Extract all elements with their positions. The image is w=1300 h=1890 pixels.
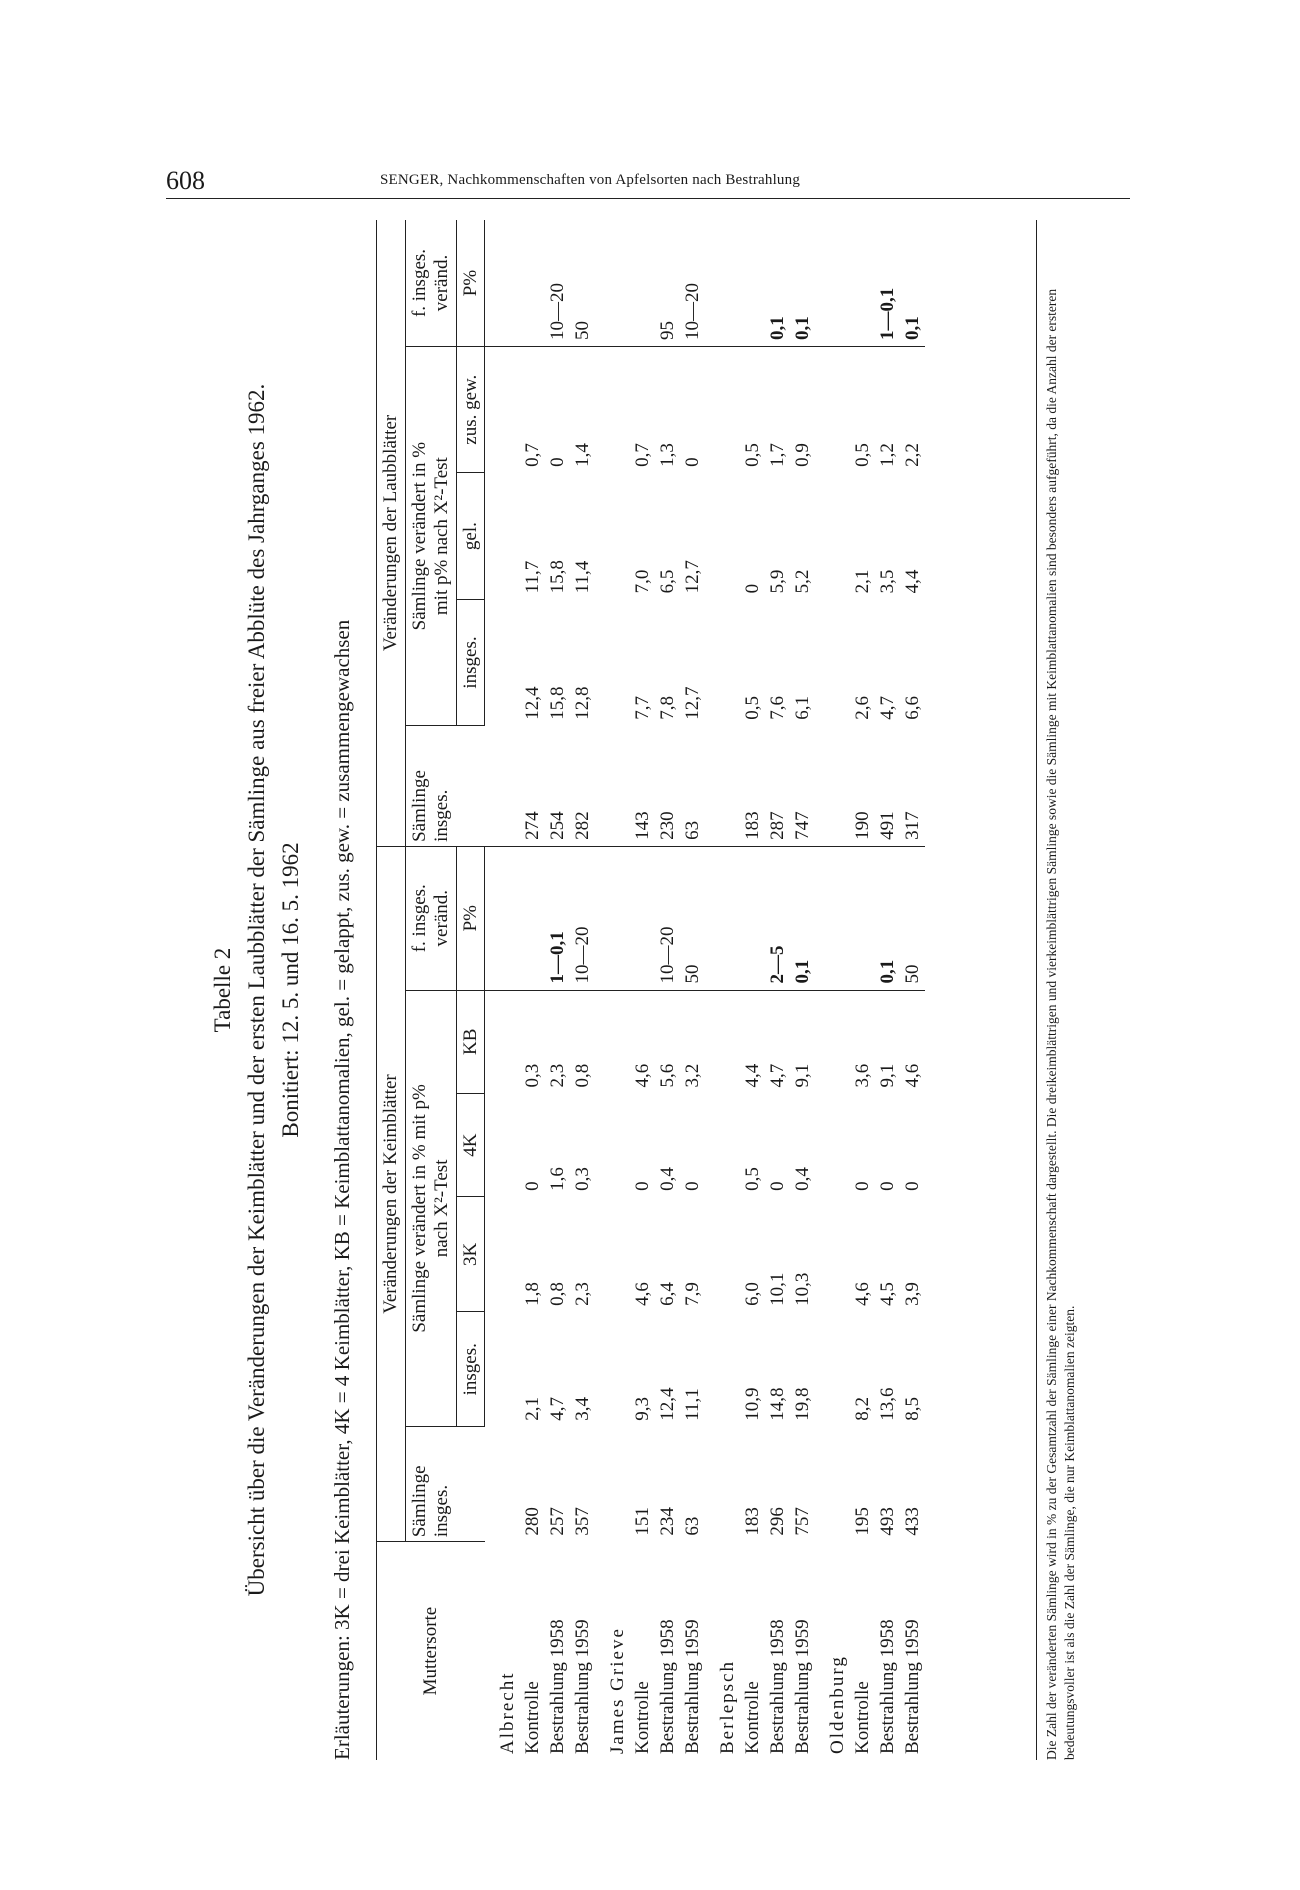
cell-k-3k: 1,8 <box>522 1282 544 1306</box>
table-row <box>790 220 815 1760</box>
cell-l-zus: 1,7 <box>767 443 789 467</box>
cell-k-ins: 3,4 <box>572 1396 594 1421</box>
cell-l-ins: 7,8 <box>657 695 679 720</box>
rotated-table-area <box>180 220 1100 1760</box>
cell-k-ins: 12,4 <box>657 1387 679 1421</box>
group-row-cell <box>485 599 521 725</box>
group-row-cell <box>815 220 850 347</box>
cell-l-n: 143 <box>630 726 655 847</box>
cell-k-n: 296 <box>767 1507 789 1536</box>
cell-k-kb: 4,4 <box>742 1063 764 1088</box>
cell-l-p <box>630 220 655 347</box>
cell-k-kb: 9,1 <box>877 1063 899 1088</box>
table-caption-title: Tabelle 2 <box>210 947 235 1033</box>
group-row-cell <box>595 1427 630 1542</box>
group-row-cell <box>485 1427 521 1542</box>
group-row-cell <box>705 599 740 725</box>
group-row-cell <box>595 220 630 347</box>
cell-k-p: 1—0,1 <box>545 846 570 990</box>
cell-k-ins: 8,2 <box>852 1396 874 1421</box>
cell-l-gel: 0 <box>742 583 764 594</box>
cell-l-n: 274 <box>520 726 545 847</box>
cell-l-p <box>520 220 545 347</box>
cell-l-n: 747 <box>790 726 815 847</box>
cell-k-kb: 4,7 <box>767 1063 789 1088</box>
table-legend: Erläuterungen: 3K = drei Keimblätter, 4K = 4 Keimblätter, KB = Keimblattanomalien, gel. = gelappt, zus. gew. = zusammengewachsen <box>330 619 354 1760</box>
cell-k-n: 195 <box>852 1507 874 1536</box>
cell-l-p: 50 <box>570 220 595 347</box>
cell-k-kb: 0,8 <box>572 1063 594 1088</box>
cell-l-gel: 3,5 <box>877 569 899 594</box>
row-label: Bestrahlung 1958 <box>657 1619 679 1754</box>
header-keim-p-percent: P% <box>456 846 485 990</box>
cell-k-n: 234 <box>657 1507 679 1536</box>
group-row-cell <box>815 347 850 473</box>
cell-k-kb: 5,6 <box>657 1063 679 1088</box>
cell-l-ins: 4,7 <box>877 695 899 720</box>
group-row-cell <box>705 1427 740 1542</box>
cell-l-zus: 0,7 <box>522 443 544 467</box>
group-row-cell <box>705 990 740 1093</box>
cell-l-ins: 6,1 <box>792 695 814 720</box>
cell-l-gel: 15,8 <box>547 560 569 594</box>
group-name: Oldenburg <box>827 1655 849 1754</box>
cell-k-kb: 4,6 <box>902 1063 924 1088</box>
cell-l-p <box>740 220 765 347</box>
cell-k-4k: 1,6 <box>547 1167 569 1191</box>
cell-l-ins: 7,7 <box>632 695 654 720</box>
cell-k-n: 151 <box>632 1507 654 1536</box>
group-row-cell <box>705 726 740 847</box>
cell-l-n: 230 <box>655 726 680 847</box>
table-row <box>765 220 790 1760</box>
group-row-cell <box>485 1093 521 1196</box>
header-laub-f-insges-line1: f. insges. <box>408 248 430 318</box>
group-row-cell <box>595 726 630 847</box>
header-keimblaetter-group: Veränderungen der Keimblätter <box>377 846 406 1541</box>
cell-k-4k: 0,3 <box>572 1167 594 1191</box>
cell-l-ins: 6,6 <box>902 695 924 720</box>
group-row-cell <box>595 846 630 990</box>
cell-k-p <box>520 846 545 990</box>
cell-k-kb: 9,1 <box>792 1063 814 1088</box>
cell-k-3k: 10,3 <box>792 1272 814 1306</box>
group-row-cell <box>815 473 850 599</box>
cell-k-p: 2—5 <box>765 846 790 990</box>
group-row-cell <box>705 473 740 599</box>
cell-k-kb: 2,3 <box>547 1063 569 1088</box>
cell-k-ins: 10,9 <box>742 1387 764 1421</box>
group-row-cell <box>595 1312 630 1427</box>
group-row-cell <box>815 1427 850 1542</box>
table-row <box>740 220 765 1760</box>
group-row <box>815 220 850 1760</box>
cell-k-ins: 9,3 <box>632 1396 654 1421</box>
group-row-cell <box>705 347 740 473</box>
group-row <box>485 220 521 1760</box>
cell-l-gel: 4,4 <box>902 569 924 594</box>
cell-l-zus: 2,2 <box>902 443 924 467</box>
table-row <box>570 220 595 1760</box>
cell-k-n: 183 <box>742 1507 764 1536</box>
cell-k-p: 10—20 <box>655 846 680 990</box>
cell-k-kb: 4,6 <box>632 1063 654 1088</box>
cell-l-ins: 15,8 <box>547 686 569 720</box>
table-footnote: Die Zahl der veränderten Sämlinge wird in % zu der Gesamtzahl der Sämlinge einer Nachkommenschaft dargestellt. Die dreikeimblättrigen und vierkeimblättrigen Sämlinge sowie die Sämlinge mit Keimblattanomalien sind besonders aufgeführt, da die Anzahl der ersteren bedeutungsvoller ist als die Zahl der Sämlinge, die nur Keimblattanomalien zeigten. <box>1036 220 1079 1760</box>
header-laub-veraendert <box>405 347 456 726</box>
table-row <box>850 220 875 1760</box>
cell-l-p: 0,1 <box>765 220 790 347</box>
group-row-cell <box>485 990 521 1093</box>
table-row <box>630 220 655 1760</box>
cell-k-3k: 7,9 <box>682 1282 704 1306</box>
header-kb: KB <box>456 990 485 1093</box>
cell-k-p: 50 <box>680 846 705 990</box>
cell-k-3k: 3,9 <box>902 1282 924 1306</box>
cell-k-ins: 13,6 <box>877 1387 899 1421</box>
cell-k-ins: 8,5 <box>902 1396 924 1421</box>
cell-k-ins: 11,1 <box>682 1388 704 1421</box>
group-row-cell <box>705 846 740 990</box>
group-row-cell <box>815 990 850 1093</box>
group-row-cell <box>595 599 630 725</box>
cell-k-4k: 0,4 <box>792 1167 814 1191</box>
cell-k-p <box>630 846 655 990</box>
row-label: Kontrolle <box>522 1681 544 1754</box>
cell-k-3k: 4,6 <box>852 1282 874 1306</box>
page-number: 608 <box>166 166 205 195</box>
table-caption-date: Bonitiert: 12. 5. und 16. 5. 1962 <box>278 842 303 1138</box>
cell-k-n: 757 <box>792 1507 814 1536</box>
group-row-cell <box>485 1197 521 1312</box>
table-body <box>485 220 926 1760</box>
cell-k-n: 257 <box>547 1507 569 1536</box>
group-row-cell <box>815 1093 850 1196</box>
table-row <box>680 220 705 1760</box>
header-laub-f-insges <box>405 220 456 347</box>
header-muttersorte: Muttersorte <box>377 1542 485 1760</box>
header-keim-veraendert <box>405 990 456 1427</box>
cell-l-n: 317 <box>900 726 925 847</box>
cell-l-n: 183 <box>740 726 765 847</box>
cell-l-n: 287 <box>765 726 790 847</box>
header-laub-saemlinge-insges <box>405 726 485 847</box>
header-keim-veraendert-line2: nach X²-Test <box>430 1159 452 1258</box>
cell-l-gel: 12,7 <box>682 560 704 594</box>
cell-k-4k: 0 <box>522 1181 544 1191</box>
cell-k-3k: 4,5 <box>877 1282 899 1306</box>
group-row-cell <box>595 347 630 473</box>
cell-k-p: 0,1 <box>875 846 900 990</box>
cell-k-3k: 4,6 <box>632 1282 654 1306</box>
cell-l-ins: 12,7 <box>682 686 704 720</box>
cell-l-gel: 5,2 <box>792 569 814 594</box>
cell-k-kb: 3,2 <box>682 1063 704 1088</box>
table-row <box>545 220 570 1760</box>
cell-k-ins: 2,1 <box>522 1396 544 1421</box>
table-row <box>900 220 925 1760</box>
header-keim-f-insges <box>405 846 456 990</box>
group-row-cell <box>485 726 521 847</box>
group-row-cell <box>705 1312 740 1427</box>
group-row-cell <box>595 473 630 599</box>
row-label: Kontrolle <box>852 1681 874 1754</box>
group-name: Berlepsch <box>717 1660 739 1754</box>
group-row <box>595 220 630 1760</box>
header-3k: 3K <box>456 1197 485 1312</box>
cell-l-gel: 6,5 <box>657 569 679 594</box>
header-keim-saemlinge-insges-line1: Sämlinge <box>408 1465 430 1538</box>
cell-k-4k: 0,4 <box>657 1167 679 1191</box>
cell-k-3k: 2,3 <box>572 1282 594 1306</box>
cell-l-n: 254 <box>545 726 570 847</box>
group-row-cell <box>595 1197 630 1312</box>
cell-k-4k: 0,5 <box>742 1167 764 1191</box>
cell-l-zus: 1,2 <box>877 443 899 467</box>
cell-k-n: 433 <box>902 1507 924 1536</box>
cell-k-p: 10—20 <box>570 846 595 990</box>
cell-k-n: 63 <box>682 1516 704 1536</box>
cell-l-n: 190 <box>850 726 875 847</box>
header-laub-insges: insges. <box>456 599 485 725</box>
cell-l-zus: 0 <box>547 457 569 467</box>
cell-k-n: 280 <box>522 1507 544 1536</box>
group-name: James Grieve <box>607 1627 629 1754</box>
group-row-cell <box>705 1093 740 1196</box>
cell-k-4k: 0 <box>877 1181 899 1191</box>
group-row-cell <box>485 1312 521 1427</box>
cell-k-p <box>850 846 875 990</box>
row-label: Kontrolle <box>632 1681 654 1754</box>
header-4k: 4K <box>456 1093 485 1196</box>
group-row-cell <box>815 599 850 725</box>
cell-l-p: 10—20 <box>680 220 705 347</box>
group-row-cell <box>705 220 740 347</box>
cell-k-3k: 0,8 <box>547 1282 569 1306</box>
header-laub-f-insges-line2: veränd. <box>430 254 452 312</box>
cell-k-ins: 19,8 <box>792 1387 814 1421</box>
header-keim-saemlinge-insges-line2: insges. <box>430 1484 452 1538</box>
cell-k-ins: 4,7 <box>547 1396 569 1421</box>
cell-l-zus: 0,5 <box>742 443 764 467</box>
group-row <box>705 220 740 1760</box>
data-table <box>376 220 925 1760</box>
cell-l-p: 95 <box>655 220 680 347</box>
cell-l-n: 282 <box>570 726 595 847</box>
cell-k-ins: 14,8 <box>767 1387 789 1421</box>
cell-k-kb: 0,3 <box>522 1063 544 1088</box>
cell-l-p <box>850 220 875 347</box>
cell-l-p: 10—20 <box>545 220 570 347</box>
cell-k-4k: 0 <box>682 1181 704 1191</box>
group-row-cell <box>815 1312 850 1427</box>
cell-k-4k: 0 <box>902 1181 924 1191</box>
cell-l-ins: 12,8 <box>572 686 594 720</box>
cell-l-gel: 5,9 <box>767 569 789 594</box>
group-row-cell <box>595 990 630 1093</box>
header-keim-veraendert-line1: Sämlinge verändert in % mit p% <box>408 1084 430 1333</box>
group-name: Albrecht <box>497 1671 519 1754</box>
cell-k-p: 50 <box>900 846 925 990</box>
header-rule <box>166 198 1130 199</box>
row-label: Bestrahlung 1958 <box>767 1619 789 1754</box>
cell-l-p: 0,1 <box>790 220 815 347</box>
cell-k-n: 493 <box>877 1507 899 1536</box>
row-label: Bestrahlung 1959 <box>902 1619 924 1754</box>
table-row <box>875 220 900 1760</box>
group-row-cell <box>705 1197 740 1312</box>
cell-k-3k: 6,0 <box>742 1282 764 1306</box>
row-label: Bestrahlung 1959 <box>792 1619 814 1754</box>
group-row-cell <box>485 347 521 473</box>
cell-k-4k: 0 <box>632 1181 654 1191</box>
header-laubblaetter-group: Veränderungen der Laubblätter <box>377 220 406 846</box>
cell-l-gel: 11,7 <box>522 560 544 594</box>
header-zus-gew: zus. gew. <box>456 347 485 473</box>
header-laub-p-percent: P% <box>456 220 485 347</box>
group-row-cell <box>485 846 521 990</box>
row-label: Bestrahlung 1959 <box>682 1619 704 1754</box>
cell-l-ins: 0,5 <box>742 695 764 720</box>
cell-k-3k: 10,1 <box>767 1272 789 1306</box>
row-label: Kontrolle <box>742 1681 764 1754</box>
cell-l-gel: 11,4 <box>572 560 594 594</box>
group-row-cell <box>815 846 850 990</box>
cell-l-zus: 0,9 <box>792 443 814 467</box>
cell-k-kb: 3,6 <box>852 1063 874 1088</box>
cell-k-4k: 0 <box>852 1181 874 1191</box>
cell-l-p: 1—0,1 <box>875 220 900 347</box>
cell-l-zus: 0,7 <box>632 443 654 467</box>
cell-k-n: 357 <box>572 1507 594 1536</box>
header-gel: gel. <box>456 473 485 599</box>
cell-k-p: 0,1 <box>790 846 815 990</box>
header-laub-saemlinge-insges-line1: Sämlinge <box>408 770 430 842</box>
group-row-cell <box>485 220 521 347</box>
cell-l-zus: 0,5 <box>852 443 874 467</box>
header-keim-f-insges-line2: veränd. <box>430 890 452 947</box>
table-row <box>655 220 680 1760</box>
header-keim-f-insges-line1: f. insges. <box>408 884 430 953</box>
row-label: Bestrahlung 1958 <box>547 1619 569 1754</box>
cell-l-n: 491 <box>875 726 900 847</box>
cell-l-zus: 1,4 <box>572 443 594 467</box>
group-row-cell <box>595 1093 630 1196</box>
table-row <box>520 220 545 1760</box>
cell-l-p: 0,1 <box>900 220 925 347</box>
cell-l-ins: 2,6 <box>852 695 874 720</box>
cell-k-p <box>740 846 765 990</box>
cell-l-zus: 1,3 <box>657 443 679 467</box>
running-head: SENGER, Nachkommenschaften von Apfelsorten nach Bestrahlung <box>380 172 801 188</box>
cell-l-zus: 0 <box>682 457 704 467</box>
header-keim-insges: insges. <box>456 1312 485 1427</box>
cell-l-gel: 2,1 <box>852 569 874 594</box>
group-row-cell <box>485 473 521 599</box>
header-laub-veraendert-line1: Sämlinge verändert in % <box>408 441 430 631</box>
group-row-cell <box>815 1197 850 1312</box>
cell-k-3k: 6,4 <box>657 1282 679 1306</box>
header-laub-veraendert-line2: mit p% nach X²-Test <box>430 457 452 616</box>
table-caption-line: Übersicht über die Veränderungen der Keimblätter und der ersten Laubblätter der Sämlinge aus freier Abblüte des Jahrganges 1962. <box>244 383 269 1597</box>
row-label: Bestrahlung 1958 <box>877 1619 899 1754</box>
header-keim-saemlinge-insges <box>405 1427 485 1542</box>
cell-l-gel: 7,0 <box>632 569 654 594</box>
cell-k-4k: 0 <box>767 1181 789 1191</box>
header-laub-saemlinge-insges-line2: insges. <box>430 789 452 842</box>
row-label: Bestrahlung 1959 <box>572 1619 594 1754</box>
cell-l-ins: 7,6 <box>767 695 789 720</box>
cell-l-ins: 12,4 <box>522 686 544 720</box>
cell-l-n: 63 <box>680 726 705 847</box>
group-row-cell <box>815 726 850 847</box>
